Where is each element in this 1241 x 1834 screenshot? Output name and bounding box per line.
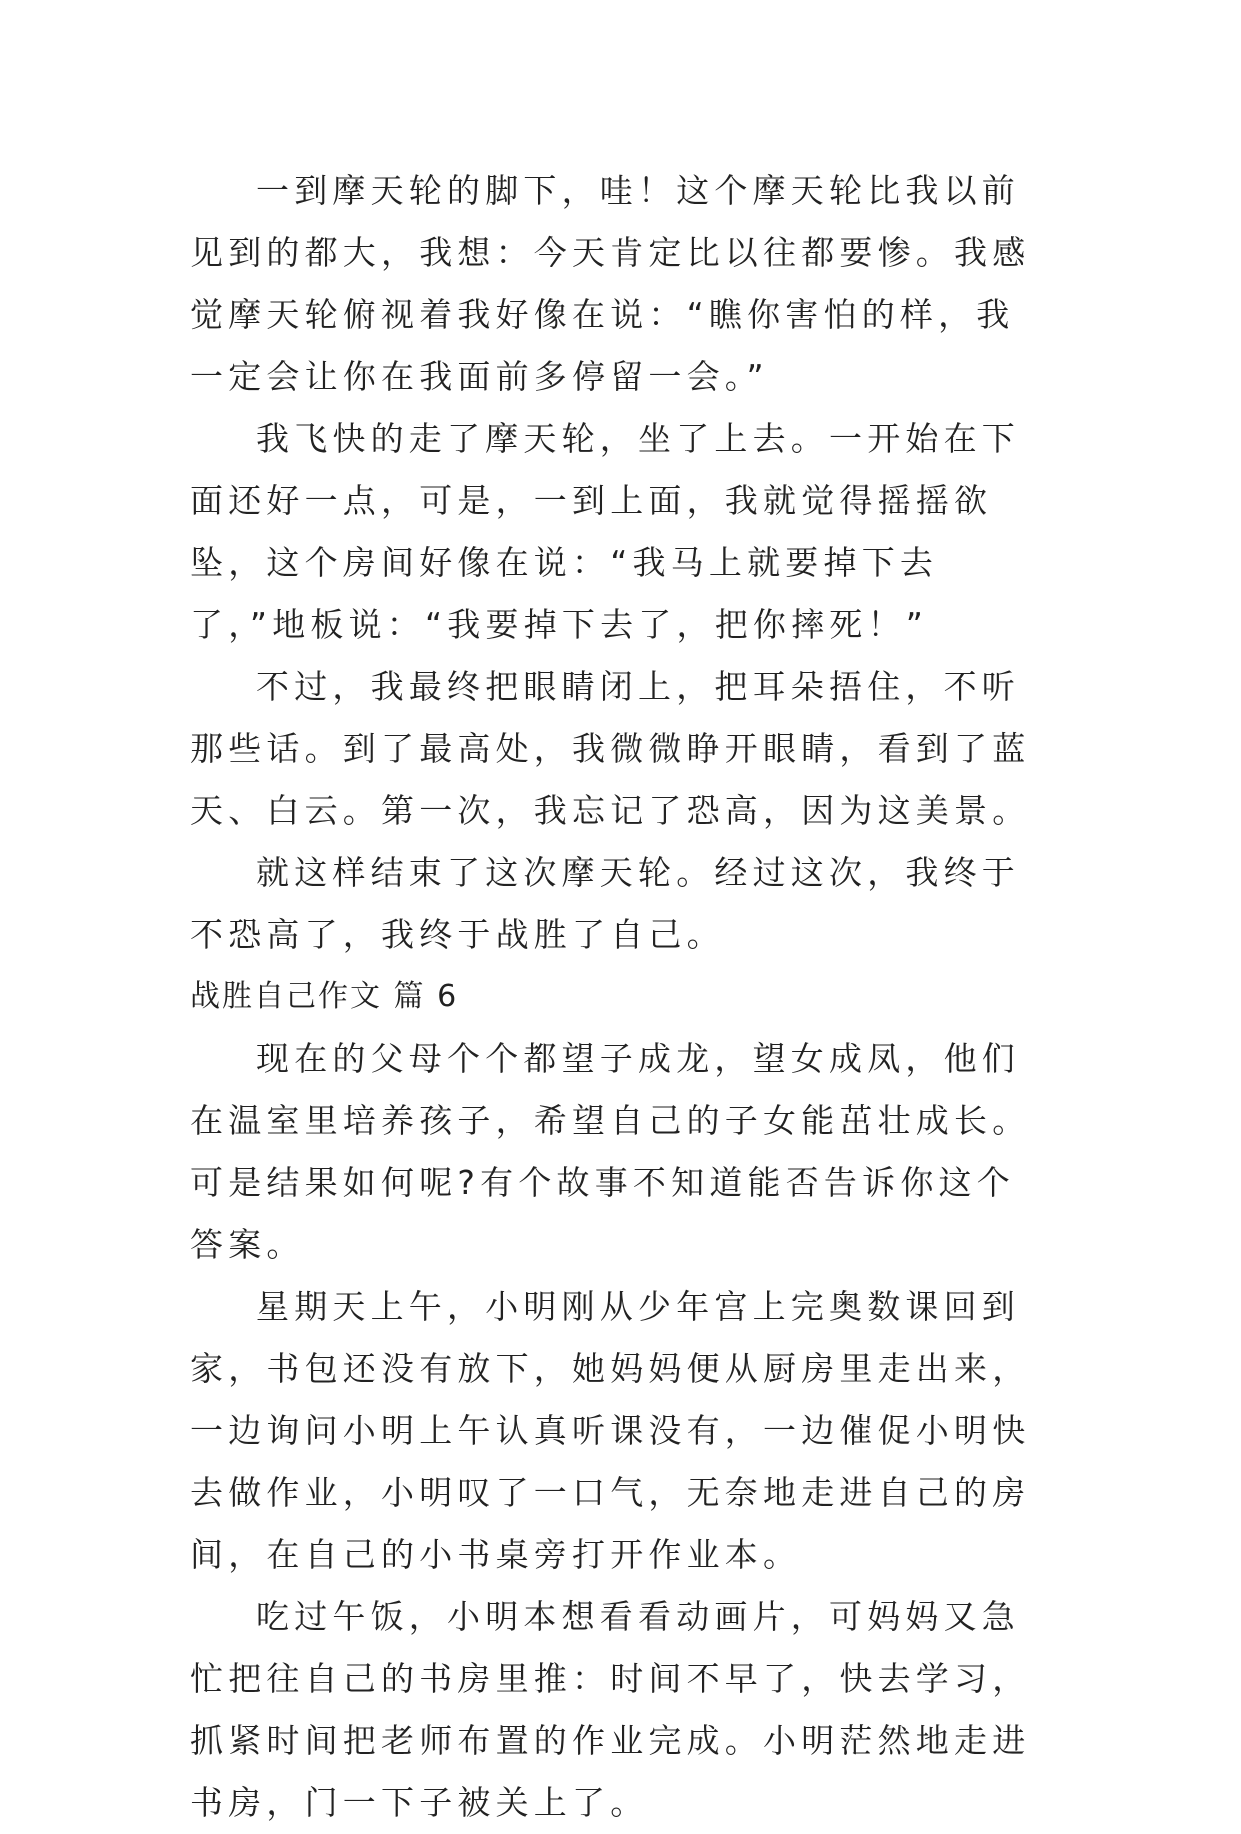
paragraph-after-lunch: 吃过午饭，小明本想看看动画片，可妈妈又急忙把往自己的书房里推：时间不早了，快去学习，抓紧时间把老师布置的作业完成。小明茫然地走进书房，门一下子被关上了。 — [190, 1597, 1031, 1822]
paragraph-parents-intro: 现在的父母个个都望子成龙，望女成凤，他们在温室里培养孩子，希望自己的子女能茁壮成长。可是结果如何呢?有个故事不知道能否告诉你这个答案。 — [190, 1039, 1031, 1264]
paragraph-sunday-morning: 星期天上午，小明刚从少年宫上完奥数课回到家，书包还没有放下，她妈妈便从厨房里走出来，一边询问小明上午认真听课没有，一边催促小明快去做作业，小明叹了一口气，无奈地走进自己的房间，在自己的小书桌旁打开作业本。 — [190, 1287, 1031, 1574]
paragraph-ferris-wheel-arrival: 一到摩天轮的脚下，哇！这个摩天轮比我以前见到的都大，我想：今天肯定比以往都要惨。我感觉摩天轮俯视着我好像在说：“瞧你害怕的样，我一定会让你在我面前多停留一会。” — [190, 171, 1031, 396]
paragraph-ferris-wheel-ride: 我飞快的走了摩天轮，坐了上去。一开始在下面还好一点，可是，一到上面，我就觉得摇摇欲坠，这个房间好像在说：“我马上就要掉下去了，”地板说：“我要掉下去了，把你摔死！” — [190, 419, 1020, 644]
paragraph-ferris-wheel-top: 不过，我最终把眼睛闭上，把耳朵捂住，不听那些话。到了最高处，我微微睁开眼睛，看到了蓝天、白云。第一次，我忘记了恐高，因为这美景。 — [190, 667, 1031, 830]
paragraph-ferris-wheel-end: 就这样结束了这次摩天轮。经过这次，我终于不恐高了，我终于战胜了自己。 — [190, 853, 1020, 954]
document-body — [190, 160, 1050, 1834]
section-heading: 战胜自己作文 篇 6 — [190, 979, 459, 1014]
